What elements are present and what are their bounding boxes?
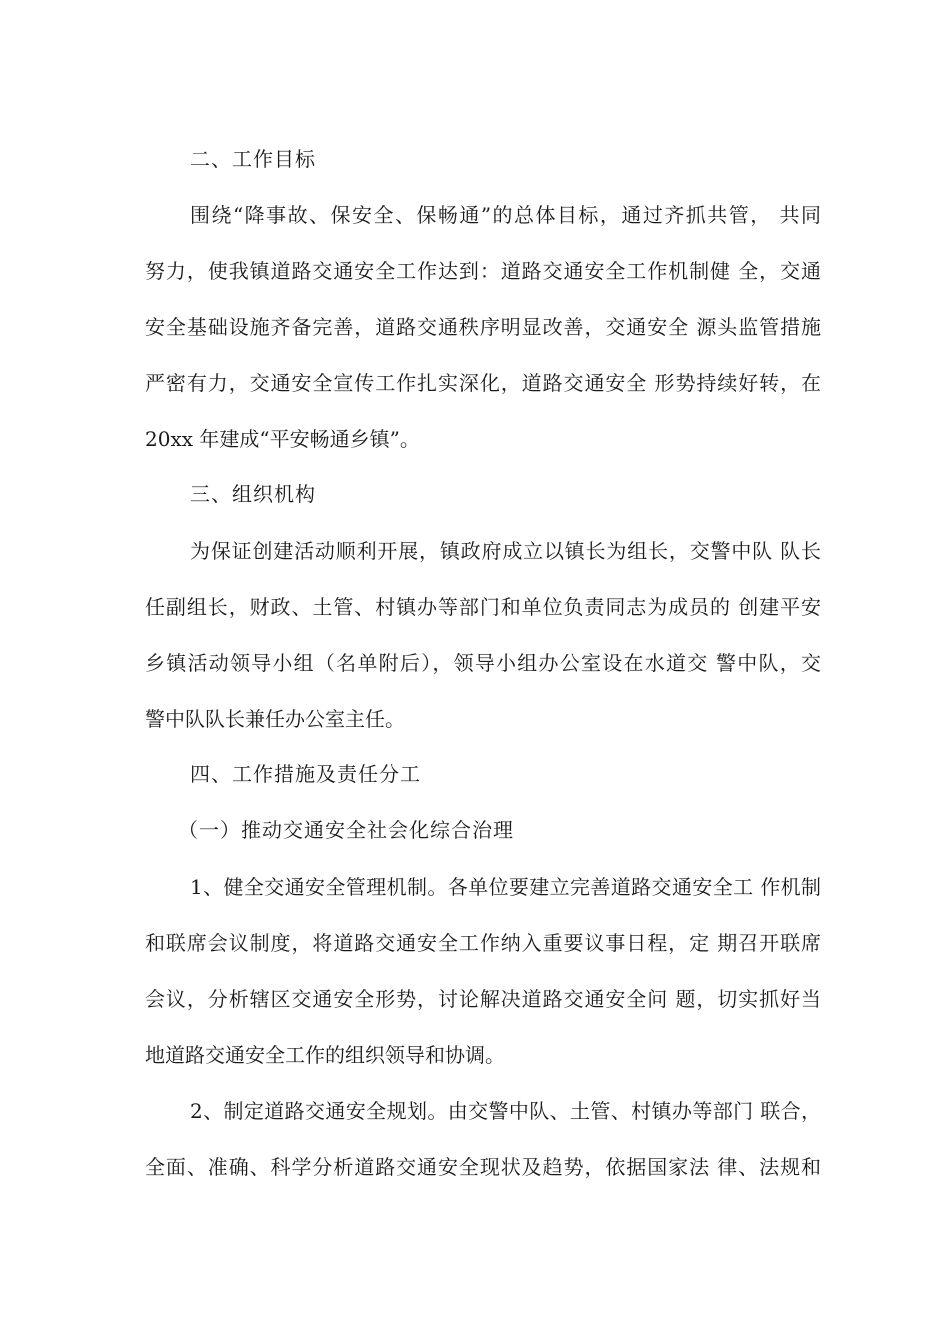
subsection-heading-1: （一）推动交通安全社会化综合治理 [178,818,514,842]
paragraph-line: 严密有力，交通安全宣传工作扎实深化，道路交通安全 形势持续好转，在 [145,371,821,395]
paragraph-line: 地道路交通安全工作的组织领导和协调。 [145,1043,505,1067]
paragraph-line: 努力，使我镇道路交通安全工作达到：道路交通安全工作机制健 全，交通 [145,259,821,283]
paragraph-line: 20xx 年建成“平安畅通乡镇”。 [145,427,420,451]
section-heading-goal: 二、工作目标 [190,147,316,171]
paragraph-line: 乡镇活动领导小组（名单附后），领导小组办公室设在水道交 警中队，交 [145,651,821,675]
paragraph-line: 全面、准确、科学分析道路交通安全现状及趋势，依据国家法 律、法规和 [145,1155,821,1179]
paragraph-line: 为保证创建活动顺利开展，镇政府成立以镇长为组长，交警中队 队长 [190,539,821,563]
paragraph-line: 安全基础设施齐备完善，道路交通秩序明显改善，交通安全 源头监管措施 [145,315,821,339]
paragraph-line: 警中队队长兼任办公室主任。 [145,707,405,731]
section-heading-measures: 四、工作措施及责任分工 [190,762,421,786]
paragraph-line: 任副组长，财政、土管、村镇办等部门和单位负责同志为成员的 创建平安 [145,595,821,619]
paragraph-line: 围绕“降事故、保安全、保畅通”的总体目标，通过齐抓共管， 共同 [190,203,821,227]
section-heading-organization: 三、组织机构 [190,482,316,506]
paragraph-line: 会议，分析辖区交通安全形势，讨论解决道路交通安全问 题，切实抓好当 [145,987,821,1011]
paragraph-line: 2、制定道路交通安全规划。由交警中队、土管、村镇办等部门 联合， [190,1099,821,1123]
paragraph-line: 1、健全交通安全管理机制。各单位要建立完善道路交通安全工 作机制 [190,875,821,899]
paragraph-line: 和联席会议制度，将道路交通安全工作纳入重要议事日程，定 期召开联席 [145,931,821,955]
